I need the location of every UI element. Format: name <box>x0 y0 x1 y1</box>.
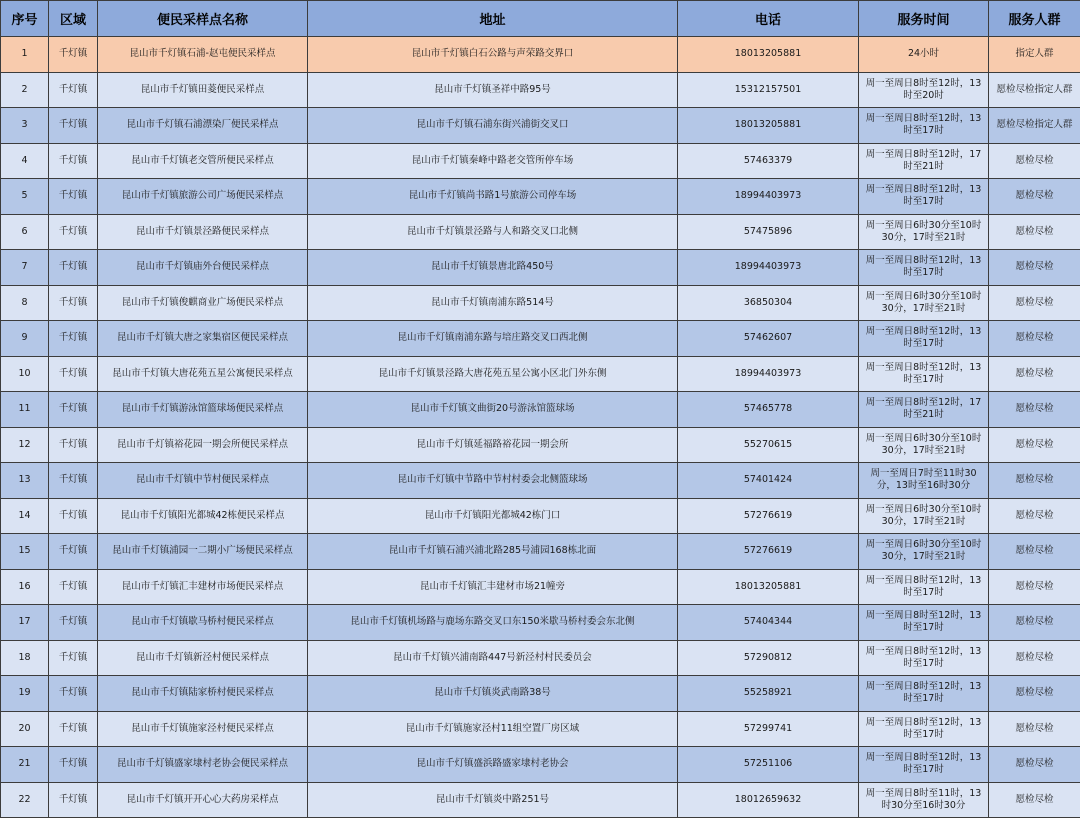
service-group-cell: 愿检尽检 <box>989 498 1080 534</box>
header-row <box>1 1 1080 37</box>
index-cell: 20 <box>1 711 49 747</box>
phone-cell: 55270615 <box>678 427 859 463</box>
service-time-cell: 周一至周日8时至12时，13时至17时 <box>859 605 989 641</box>
address-cell: 昆山市千灯镇圣祥中路95号 <box>308 72 678 108</box>
district-cell: 千灯镇 <box>49 321 98 357</box>
site-name-cell: 昆山市千灯镇石浦漂染厂便民采样点 <box>98 108 308 144</box>
header-district: 区域 <box>49 1 98 37</box>
table-row <box>1 72 1080 108</box>
site-name-cell: 昆山市千灯镇游泳馆篮球场便民采样点 <box>98 392 308 428</box>
phone-cell: 57404344 <box>678 605 859 641</box>
service-group-cell: 愿检尽检 <box>989 782 1080 818</box>
service-group-cell: 愿检尽检 <box>989 463 1080 499</box>
index-cell: 19 <box>1 676 49 712</box>
phone-cell: 57276619 <box>678 534 859 570</box>
table-row <box>1 108 1080 144</box>
service-time-cell: 周一至周日8时至12时，17时至21时 <box>859 392 989 428</box>
index-cell: 14 <box>1 498 49 534</box>
service-time-cell: 周一至周日8时至12时，13时至17时 <box>859 676 989 712</box>
site-name-cell: 昆山市千灯镇庙外台便民采样点 <box>98 250 308 286</box>
service-group-cell: 愿检尽检 <box>989 143 1080 179</box>
service-time-cell: 周一至周日6时30分至10时30分，17时至21时 <box>859 534 989 570</box>
index-cell: 5 <box>1 179 49 215</box>
site-name-cell: 昆山市千灯镇田菱便民采样点 <box>98 72 308 108</box>
index-cell: 18 <box>1 640 49 676</box>
table-row <box>1 356 1080 392</box>
service-time-cell: 周一至周日8时至12时，13时至17时 <box>859 108 989 144</box>
site-name-cell: 昆山市千灯镇景泾路便民采样点 <box>98 214 308 250</box>
phone-cell: 18994403973 <box>678 179 859 215</box>
service-group-cell: 愿检尽检 <box>989 356 1080 392</box>
header-phone: 电话 <box>678 1 859 37</box>
site-name-cell: 昆山市千灯镇老交管所便民采样点 <box>98 143 308 179</box>
service-group-cell: 愿检尽检 <box>989 605 1080 641</box>
service-time-cell: 周一至周日8时至12时，13时至17时 <box>859 640 989 676</box>
index-cell: 8 <box>1 285 49 321</box>
service-time-cell: 周一至周日8时至12时，13时至17时 <box>859 179 989 215</box>
index-cell: 21 <box>1 747 49 783</box>
service-time-cell: 周一至周日8时至12时，13时至17时 <box>859 569 989 605</box>
index-cell: 22 <box>1 782 49 818</box>
district-cell: 千灯镇 <box>49 250 98 286</box>
table-row <box>1 498 1080 534</box>
site-name-cell: 昆山市千灯镇新泾村便民采样点 <box>98 640 308 676</box>
district-cell: 千灯镇 <box>49 605 98 641</box>
table-body <box>1 37 1080 818</box>
phone-cell: 18013205881 <box>678 108 859 144</box>
address-cell: 昆山市千灯镇中节路中节村村委会北侧篮球场 <box>308 463 678 499</box>
district-cell: 千灯镇 <box>49 463 98 499</box>
service-time-cell: 周一至周日6时30分至10时30分，17时至21时 <box>859 498 989 534</box>
district-cell: 千灯镇 <box>49 108 98 144</box>
district-cell: 千灯镇 <box>49 143 98 179</box>
district-cell: 千灯镇 <box>49 747 98 783</box>
service-group-cell: 指定人群 <box>989 37 1080 73</box>
address-cell: 昆山市千灯镇炎武南路38号 <box>308 676 678 712</box>
site-name-cell: 昆山市千灯镇中节村便民采样点 <box>98 463 308 499</box>
district-cell: 千灯镇 <box>49 534 98 570</box>
site-name-cell: 昆山市千灯镇施家泾村便民采样点 <box>98 711 308 747</box>
table-row <box>1 321 1080 357</box>
phone-cell: 57299741 <box>678 711 859 747</box>
service-time-cell: 周一至周日6时30分至10时30分，17时至21时 <box>859 427 989 463</box>
address-cell: 昆山市千灯镇机场路与鹿场东路交叉口东150米歇马桥村委会东北侧 <box>308 605 678 641</box>
table-row <box>1 214 1080 250</box>
address-cell: 昆山市千灯镇尚书路1号旅游公司停车场 <box>308 179 678 215</box>
table-row <box>1 569 1080 605</box>
header-service-group: 服务人群 <box>989 1 1080 37</box>
service-group-cell: 愿检尽检 <box>989 179 1080 215</box>
site-name-cell: 昆山市千灯镇大唐之家集宿区便民采样点 <box>98 321 308 357</box>
district-cell: 千灯镇 <box>49 498 98 534</box>
service-time-cell: 周一至周日8时至12时，17时至21时 <box>859 143 989 179</box>
table-row <box>1 534 1080 570</box>
district-cell: 千灯镇 <box>49 569 98 605</box>
phone-cell: 18994403973 <box>678 356 859 392</box>
table-row <box>1 605 1080 641</box>
address-cell: 昆山市千灯镇南浦东路514号 <box>308 285 678 321</box>
district-cell: 千灯镇 <box>49 427 98 463</box>
site-name-cell: 昆山市千灯镇歇马桥村便民采样点 <box>98 605 308 641</box>
phone-cell: 18012659632 <box>678 782 859 818</box>
service-time-cell: 周一至周日8时至12时，13时至17时 <box>859 250 989 286</box>
address-cell: 昆山市千灯镇石浦兴浦北路285号浦园168栋北面 <box>308 534 678 570</box>
index-cell: 3 <box>1 108 49 144</box>
district-cell: 千灯镇 <box>49 782 98 818</box>
index-cell: 15 <box>1 534 49 570</box>
service-group-cell: 愿检尽检指定人群 <box>989 72 1080 108</box>
service-time-cell: 周一至周日6时30分至10时30分，17时至21时 <box>859 285 989 321</box>
index-cell: 4 <box>1 143 49 179</box>
service-group-cell: 愿检尽检 <box>989 640 1080 676</box>
address-cell: 昆山市千灯镇兴浦南路447号新泾村村民委员会 <box>308 640 678 676</box>
table-header <box>1 1 1080 37</box>
site-name-cell: 昆山市千灯镇大唐花苑五星公寓便民采样点 <box>98 356 308 392</box>
address-cell: 昆山市千灯镇白石公路与声荣路交界口 <box>308 37 678 73</box>
index-cell: 10 <box>1 356 49 392</box>
address-cell: 昆山市千灯镇景泾路与人和路交叉口北侧 <box>308 214 678 250</box>
index-cell: 16 <box>1 569 49 605</box>
phone-cell: 57251106 <box>678 747 859 783</box>
district-cell: 千灯镇 <box>49 37 98 73</box>
service-group-cell: 愿检尽检 <box>989 676 1080 712</box>
district-cell: 千灯镇 <box>49 676 98 712</box>
site-name-cell: 昆山市千灯镇旅游公司广场便民采样点 <box>98 179 308 215</box>
header-site-name: 便民采样点名称 <box>98 1 308 37</box>
service-group-cell: 愿检尽检 <box>989 285 1080 321</box>
table-row <box>1 747 1080 783</box>
service-time-cell: 周一至周日8时至12时，13时至20时 <box>859 72 989 108</box>
site-name-cell: 昆山市千灯镇盛家埭村老协会便民采样点 <box>98 747 308 783</box>
service-time-cell: 周一至周日8时至12时，13时至17时 <box>859 711 989 747</box>
table-row <box>1 37 1080 73</box>
phone-cell: 18994403973 <box>678 250 859 286</box>
address-cell: 昆山市千灯镇文曲街20号游泳馆篮球场 <box>308 392 678 428</box>
index-cell: 13 <box>1 463 49 499</box>
site-name-cell: 昆山市千灯镇开开心心大药房采样点 <box>98 782 308 818</box>
phone-cell: 55258921 <box>678 676 859 712</box>
table-row <box>1 640 1080 676</box>
address-cell: 昆山市千灯镇景泾路大唐花苑五星公寓小区北门外东侧 <box>308 356 678 392</box>
header-address: 地址 <box>308 1 678 37</box>
index-cell: 17 <box>1 605 49 641</box>
district-cell: 千灯镇 <box>49 640 98 676</box>
table-row <box>1 392 1080 428</box>
district-cell: 千灯镇 <box>49 72 98 108</box>
table-row <box>1 179 1080 215</box>
phone-cell: 57401424 <box>678 463 859 499</box>
service-group-cell: 愿检尽检 <box>989 321 1080 357</box>
phone-cell: 57462607 <box>678 321 859 357</box>
service-group-cell: 愿检尽检 <box>989 711 1080 747</box>
index-cell: 7 <box>1 250 49 286</box>
service-time-cell: 周一至周日8时至12时，13时至17时 <box>859 321 989 357</box>
table-row <box>1 463 1080 499</box>
index-cell: 12 <box>1 427 49 463</box>
phone-cell: 57290812 <box>678 640 859 676</box>
phone-cell: 57276619 <box>678 498 859 534</box>
address-cell: 昆山市千灯镇盛浜路盛家埭村老协会 <box>308 747 678 783</box>
index-cell: 9 <box>1 321 49 357</box>
service-group-cell: 愿检尽检 <box>989 427 1080 463</box>
service-time-cell: 周一至周日8时至12时，13时至17时 <box>859 356 989 392</box>
district-cell: 千灯镇 <box>49 392 98 428</box>
table-row <box>1 782 1080 818</box>
table-row <box>1 711 1080 747</box>
index-cell: 1 <box>1 37 49 73</box>
district-cell: 千灯镇 <box>49 356 98 392</box>
address-cell: 昆山市千灯镇施家泾村11组空置厂房区域 <box>308 711 678 747</box>
phone-cell: 18013205881 <box>678 37 859 73</box>
service-group-cell: 愿检尽检 <box>989 534 1080 570</box>
address-cell: 昆山市千灯镇炎中路251号 <box>308 782 678 818</box>
address-cell: 昆山市千灯镇秦峰中路老交管所停车场 <box>308 143 678 179</box>
site-name-cell: 昆山市千灯镇汇丰建材市场便民采样点 <box>98 569 308 605</box>
service-group-cell: 愿检尽检指定人群 <box>989 108 1080 144</box>
service-group-cell: 愿检尽检 <box>989 392 1080 428</box>
header-service-time: 服务时间 <box>859 1 989 37</box>
site-name-cell: 昆山市千灯镇陆家桥村便民采样点 <box>98 676 308 712</box>
district-cell: 千灯镇 <box>49 179 98 215</box>
table-row <box>1 285 1080 321</box>
table-row <box>1 427 1080 463</box>
site-name-cell: 昆山市千灯镇阳光都城42栋便民采样点 <box>98 498 308 534</box>
index-cell: 6 <box>1 214 49 250</box>
phone-cell: 57475896 <box>678 214 859 250</box>
phone-cell: 57463379 <box>678 143 859 179</box>
site-name-cell: 昆山市千灯镇浦园一二期小广场便民采样点 <box>98 534 308 570</box>
district-cell: 千灯镇 <box>49 214 98 250</box>
service-group-cell: 愿检尽检 <box>989 250 1080 286</box>
service-group-cell: 愿检尽检 <box>989 214 1080 250</box>
service-time-cell: 周一至周日8时至11时，13时30分至16时30分 <box>859 782 989 818</box>
phone-cell: 57465778 <box>678 392 859 428</box>
address-cell: 昆山市千灯镇汇丰建材市场21幢旁 <box>308 569 678 605</box>
site-name-cell: 昆山市千灯镇俊麒商业广场便民采样点 <box>98 285 308 321</box>
site-name-cell: 昆山市千灯镇石浦-赵屯便民采样点 <box>98 37 308 73</box>
district-cell: 千灯镇 <box>49 711 98 747</box>
service-group-cell: 愿检尽检 <box>989 747 1080 783</box>
service-time-cell: 周一至周日6时30分至10时30分，17时至21时 <box>859 214 989 250</box>
service-time-cell: 24小时 <box>859 37 989 73</box>
table-row <box>1 143 1080 179</box>
district-cell: 千灯镇 <box>49 285 98 321</box>
service-group-cell: 愿检尽检 <box>989 569 1080 605</box>
address-cell: 昆山市千灯镇阳光都城42栋门口 <box>308 498 678 534</box>
phone-cell: 15312157501 <box>678 72 859 108</box>
header-index: 序号 <box>1 1 49 37</box>
address-cell: 昆山市千灯镇延福路裕花园一期会所 <box>308 427 678 463</box>
phone-cell: 36850304 <box>678 285 859 321</box>
address-cell: 昆山市千灯镇南浦东路与培庄路交叉口西北侧 <box>308 321 678 357</box>
table-row <box>1 676 1080 712</box>
service-time-cell: 周一至周日8时至12时，13时至17时 <box>859 747 989 783</box>
address-cell: 昆山市千灯镇石浦东街兴浦街交叉口 <box>308 108 678 144</box>
service-time-cell: 周一至周日7时至11时30分，13时至16时30分 <box>859 463 989 499</box>
site-name-cell: 昆山市千灯镇裕花园一期会所便民采样点 <box>98 427 308 463</box>
phone-cell: 18013205881 <box>678 569 859 605</box>
index-cell: 11 <box>1 392 49 428</box>
address-cell: 昆山市千灯镇景唐北路450号 <box>308 250 678 286</box>
table-row <box>1 250 1080 286</box>
index-cell: 2 <box>1 72 49 108</box>
